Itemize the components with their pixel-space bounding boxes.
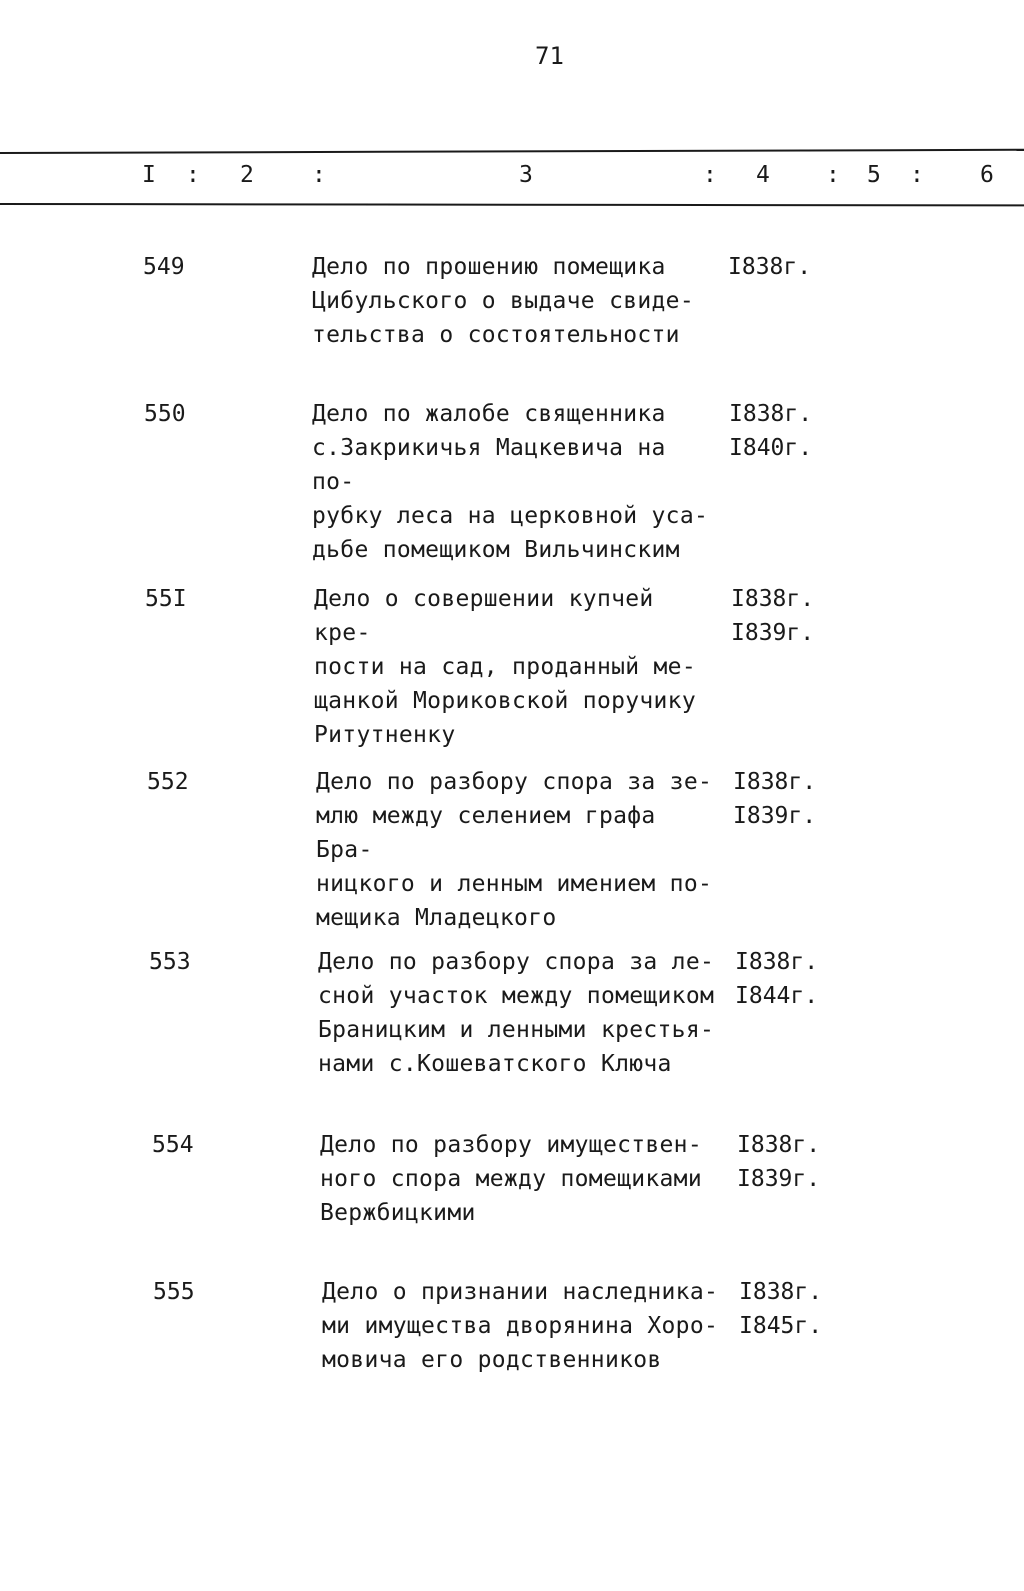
column-header-3: 3 (519, 162, 533, 188)
entry-dates (729, 397, 839, 465)
entry-title: Дело по жалобе священника с.Закрикичья Мацкевича на по- рубку леса на церковной уса- дьбе помещиком Вильчинским (312, 401, 709, 563)
entry-title: Дело по разбору спора за зе- млю между селением графа Бра- ницкого и ленным имением по- мещика Младецкого (316, 769, 713, 931)
entry-date-end: I840г. (729, 435, 813, 461)
entry-date-start: I838г. (731, 586, 815, 612)
column-header-5: 5 (867, 162, 881, 188)
entry-number: 553 (149, 949, 191, 975)
entry-date-start: I838г. (737, 1132, 821, 1158)
entry-date-start: I838г. (729, 401, 813, 427)
column-header-6: 6 (980, 162, 994, 188)
column-header-2: 2 (240, 162, 254, 188)
entry-dates (733, 765, 843, 833)
entry-date-end: I839г. (737, 1166, 821, 1192)
entry-date-start: I838г. (728, 254, 812, 280)
entry-number: 552 (147, 769, 189, 795)
entry-number: 554 (152, 1132, 194, 1158)
entry-date-start: I838г. (735, 949, 819, 975)
page-number: 71 (535, 42, 564, 70)
entry-number: 549 (143, 254, 185, 280)
entry-number: 555 (153, 1279, 195, 1305)
entry-title: Дело по разбору имуществен- ного спора между помещиками Вержбицкими (320, 1132, 702, 1226)
column-separator: : (703, 162, 717, 188)
entry-date-start: I838г. (733, 769, 817, 795)
table-header-top-rule (0, 149, 1024, 154)
entry-date-end: I839г. (731, 620, 815, 646)
entry-dates (737, 1128, 847, 1196)
column-separator: : (186, 162, 200, 188)
entry-dates (735, 945, 845, 1013)
entry-number: 55I (145, 586, 187, 612)
column-separator: : (826, 162, 840, 188)
entry-date-end: I844г. (735, 983, 819, 1009)
column-header-4: 4 (756, 162, 770, 188)
column-header-1: I (142, 162, 156, 188)
column-separator: : (312, 162, 326, 188)
entry-dates (731, 582, 841, 650)
entry-date-end: I839г. (733, 803, 817, 829)
entry-date-end: I845г. (739, 1313, 823, 1339)
entry-title: Дело о признании наследника- ми имущества дворянина Хоро- мовича его родственников (322, 1279, 719, 1373)
entry-title: Дело по прошению помещика Цибульского о выдаче свиде- тельства о состоятельности (312, 254, 694, 348)
entry-number: 550 (144, 401, 186, 427)
entry-dates (728, 250, 838, 284)
column-separator: : (910, 162, 924, 188)
table-header-bottom-rule (0, 203, 1024, 206)
entry-title: Дело по разбору спора за ле- сной участок между помещиком Браницким и ленными крестья- нами с.Кошеватского Ключа (318, 949, 715, 1077)
entry-title: Дело о совершении купчей кре- пости на сад, проданный ме- щанкой Мориковской поручику Ритутненку (314, 586, 696, 748)
entry-dates (739, 1275, 849, 1343)
entry-date-start: I838г. (739, 1279, 823, 1305)
